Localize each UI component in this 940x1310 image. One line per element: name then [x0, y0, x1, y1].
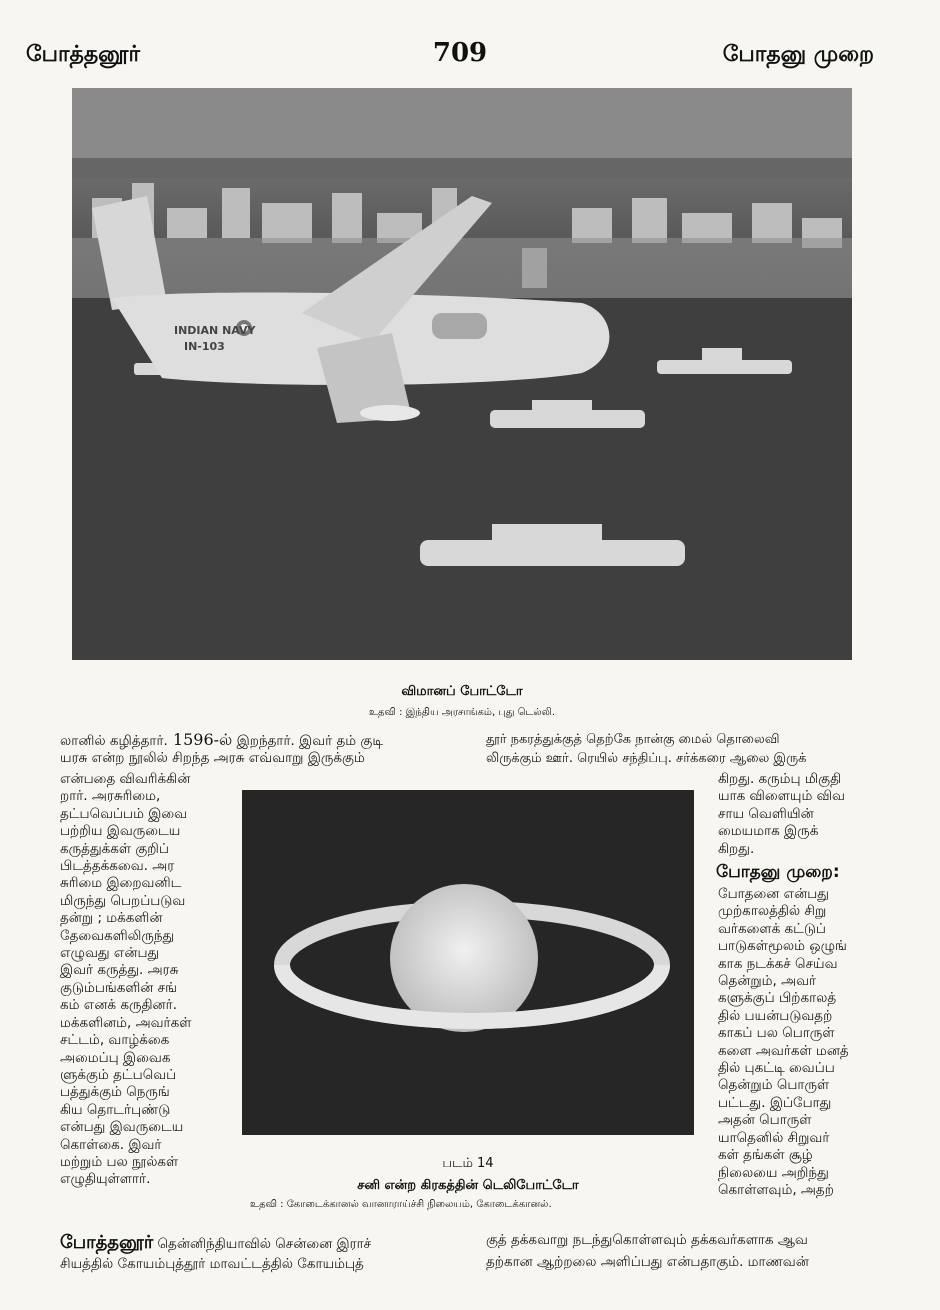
right-col-b-line: முற்காலத்தில் சிறு: [718, 903, 827, 920]
page-number: 709: [432, 38, 488, 68]
left-col-line: பிடத்தக்கவை. அர: [60, 858, 175, 875]
seaplane-photo: [72, 88, 852, 660]
entry-headword: போத்தனூர்: [60, 1232, 154, 1253]
left-col-line: சட்டம், வாழ்க்கை: [60, 1032, 170, 1049]
left-col-line: கிய தொடர்புண்டு: [60, 1101, 171, 1118]
left-col-line: குடும்பங்களின் சங்: [60, 979, 177, 996]
figure-number: படம் 14: [442, 1156, 494, 1171]
plane-serial: IN-103: [184, 340, 225, 353]
right-col-b-line: தில் பயன்படுவதற்: [718, 1007, 833, 1024]
right-col-b-line: பட்டது. இப்போது: [718, 1094, 832, 1111]
left-col-line: றார். அரசுரிமை,: [60, 788, 161, 805]
left-col-line: கொள்கை. இவர்: [60, 1136, 162, 1153]
right-col-a-line: யாக விளையும் விவ: [718, 788, 845, 805]
figure-caption-top: விமானப் போட்டோ: [401, 684, 523, 699]
right-col-a-line: கிறது. கரும்பு மிகுதி: [718, 771, 842, 787]
right-col-b-line: யாதெனில் சிறுவர்: [718, 1129, 830, 1146]
right-col-a-line: கிறது.: [718, 840, 755, 857]
figure-caption-saturn: சனி என்ற கிரகத்தின் டெலிபோட்டோ: [357, 1178, 579, 1193]
right-col-b-line: தென்றும் பொருள்: [718, 1077, 830, 1094]
right-col-a-line: மையமாக இருக்: [718, 823, 819, 840]
left-col-line: தன்று ; மக்களின்: [60, 910, 163, 927]
right-col-b-line: தில் புகட்டி வைப்ப: [718, 1060, 835, 1077]
right-col-b-line: கொள்ளவும், அதற்: [718, 1181, 834, 1198]
right-col-b-line: நிலையை அறிந்து: [718, 1164, 829, 1181]
right-col-b-line: காகப் பல பொருள்: [718, 1025, 835, 1042]
left-col-line: கம் எனக் கருதினர்.: [60, 997, 177, 1014]
left-col-line: கருத்துக்கள் குறிப்: [60, 840, 169, 857]
saturn-illustration: [242, 790, 694, 1135]
right-col-b-line: களை அவர்கள் மனத்: [718, 1042, 849, 1059]
right-col-line-1: தூர் நகரத்துக்குத் தெற்கே நான்கு மைல் தொலைவி: [486, 732, 780, 747]
plane-marking: INDIAN NAVY: [174, 324, 256, 337]
right-col-b-line: தென்றும், அவர்: [718, 973, 817, 990]
figure-credit-top: உதவி : இந்திய அரசாங்கம், புது டெல்லி.: [368, 707, 556, 718]
saturn-photo: [242, 790, 694, 1135]
seaplane-illustration: [72, 88, 852, 660]
right-col-b-line: கள் தங்கள் சூழ்: [718, 1147, 813, 1164]
section-heading: போதனு முறை:: [716, 862, 840, 882]
left-col-line: ளுக்கும் தட்பவெப்: [60, 1066, 177, 1083]
right-col-b-line: தற்கான ஆற்றலை அளிப்பது என்பதாகும். மாணவன்: [486, 1254, 809, 1270]
bottom-left-line-1: போத்தனூர் தென்னிந்தியாவில் சென்னை இராச்: [60, 1232, 372, 1253]
right-col-b-line: போதனை என்பது: [718, 886, 830, 902]
bottom-left-line-2: சியத்தில் கோயம்புத்தூர் மாவட்டத்தில் கோயம்புத்: [60, 1256, 364, 1272]
left-col-line: அமைப்பு இவைக: [60, 1049, 171, 1066]
left-col-line-2: யரசு என்ற நூலில் சிறந்த அரசு எவ்வாறு இருக்கும்: [60, 750, 365, 766]
left-col-line-1: லானில் கழித்தார். 1596-ல் இறந்தார். இவர் தம் குடி: [60, 730, 384, 749]
left-col-line: மக்களினம், அவர்கள்: [60, 1014, 192, 1031]
figure-credit-saturn: உதவி : கோடைக்கானல் வானாராய்ச்சி நிலையம், கோடைக்கானல்.: [250, 1199, 552, 1210]
left-col-line: பற்றிய இவருடைய: [60, 823, 181, 840]
running-head-left: போத்தனூர்: [26, 42, 140, 67]
left-col-line: மற்றும் பல நூல்கள்: [60, 1153, 179, 1170]
left-col-line: தட்பவெப்பம் இவை: [60, 805, 188, 822]
running-head-right: போதனு முறை: [722, 42, 874, 67]
right-column-text-a: [718, 771, 888, 858]
left-col-line: பத்துக்கும் நெருங்: [60, 1084, 170, 1101]
left-col-line: எழுதியுள்ளார்.: [60, 1171, 151, 1188]
right-col-b-line: களுக்குப் பிற்காலத்: [718, 990, 837, 1007]
right-col-b-line: அதன் பொருள்: [718, 1112, 812, 1129]
right-col-a-line: சாய வெளியின்: [718, 805, 814, 822]
left-col-line: எழுவது என்பது: [60, 945, 160, 962]
right-col-b-line: காக நடக்கச் செய்வ: [718, 955, 838, 972]
right-col-b-line: பாடுகள்மூலம் ஒழுங்: [718, 938, 847, 955]
right-column-text-b: [486, 886, 888, 1270]
right-col-line-2: லிருக்கும் ஊர். ரெயில் சந்திப்பு. சர்க்கரை ஆலை இருக்: [486, 751, 807, 766]
left-column-text: [60, 771, 238, 1189]
left-col-line: இவர் கருத்து. அரசு: [60, 962, 179, 979]
right-col-b-line: வர்களைக் கட்டுப்: [718, 920, 826, 937]
left-col-line: என்பதை விவரிக்கின்: [60, 771, 191, 787]
left-col-line: தேவைகளிலிருந்து: [60, 927, 175, 944]
left-col-line: என்பது இவருடைய: [60, 1119, 184, 1136]
left-col-line: மிருந்து பெறப்படுவ: [60, 892, 186, 909]
left-col-line: சுரிமை இறைவனிட: [60, 875, 182, 892]
right-col-b-line: குத் தக்கவாறு நடந்துகொள்ளவும் தக்கவர்களாக ஆவ: [486, 1232, 808, 1248]
